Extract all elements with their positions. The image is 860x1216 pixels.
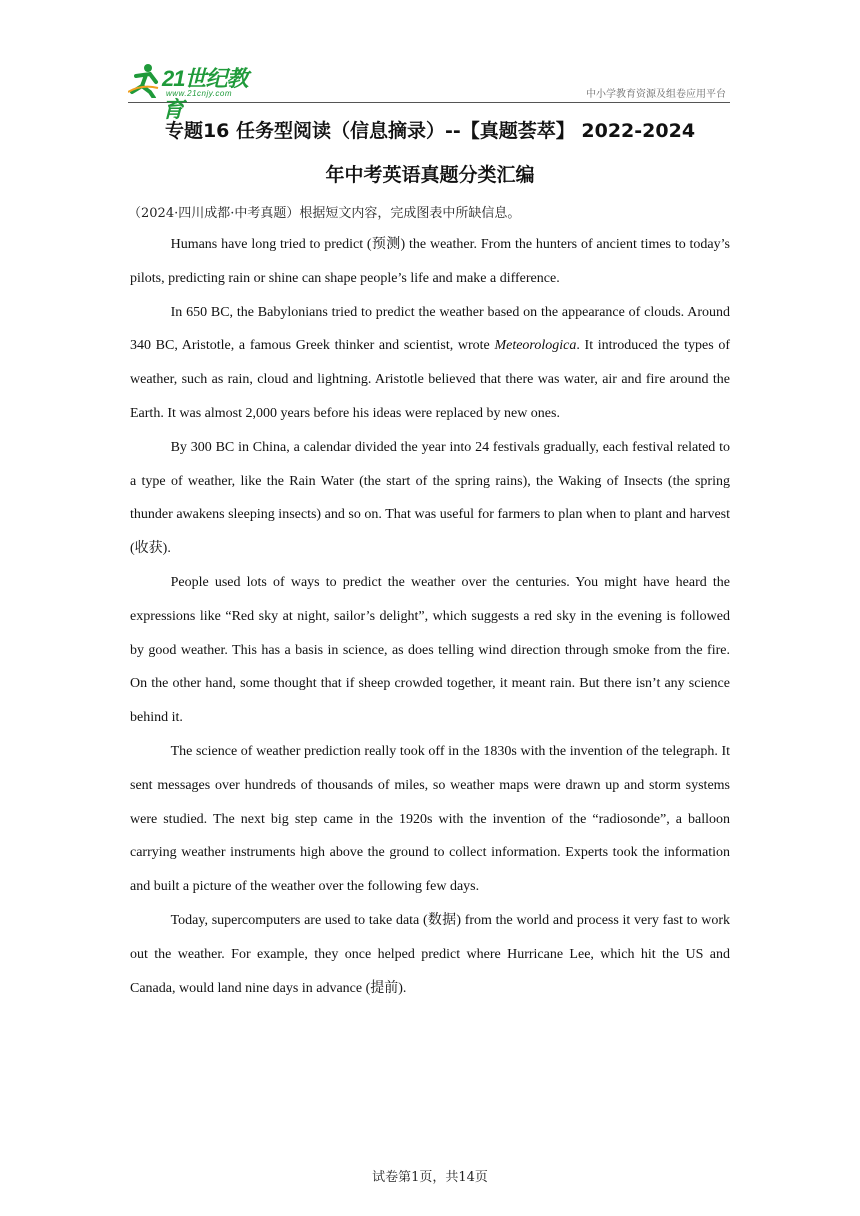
paragraph: In 650 BC, the Babylonians tried to predict the weather based on the appearance of clouds. Around 340 BC, Aristotle, a famous Greek thinker and scientist, wrote Meteorologica. It introduced the types of weather, such as rain, cloud and lightning. Aristotle believed that there was water, air and fire around the Earth. It was almost 2,000 years before his ideas were replaced by new ones. (130, 304, 730, 421)
page-footer: 试卷第1页，共14页 (372, 1170, 488, 1185)
passage (130, 228, 730, 1005)
paragraph: People used lots of ways to predict the weather over the centuries. You might have heard the expressions like “Red sky at night, sailor’s delight”, which suggests a red sky in the evening is followed by good weather. This has a basis in science, as does telling wind direction through smoke from the fire. On the other hand, some thought that if sheep crowded together, it meant rain. But there isn’t any science behind it. (130, 574, 730, 726)
logo-text: 21世纪教育 (162, 66, 248, 122)
page-header (128, 58, 730, 122)
logo-url: www.21cnjy.com (166, 89, 232, 98)
page-title-line1: 专题16 任务型阅读（信息摘录）--【真题荟萃】 2022-2024 (164, 120, 696, 142)
book-title: Meteorologica (494, 338, 577, 354)
paragraph: The science of weather prediction really took off in the 1830s with the invention of the telegraph. It sent messages over hundreds of thousands of miles, so weather maps were drawn up and storm systems were studied. The next big step came in the 1920s with the invention of the “radiosonde”, a balloon carrying weather instruments high above the ground to collect information. Experts took the information and built a picture of the weather over the following few days. (130, 743, 730, 895)
paragraph: Today, supercomputers are used to take data (数据) from the world and process it very fast to work out the weather. For example, they once helped predict where Hurricane Lee, which hit the US and Canada, would land nine days in advance (提前). (130, 912, 730, 996)
paragraph: Humans have long tried to predict (预测) the weather. From the hunters of ancient times to today’s pilots, predicting rain or shine can shape people’s life and make a difference. (130, 237, 730, 286)
page-title-line2: 年中考英语真题分类汇编 (325, 164, 535, 186)
logo (128, 62, 268, 122)
question-source: （2024·四川成都·中考真题）根据短文内容，完成图表中所缺信息。 (128, 206, 521, 221)
paragraph: By 300 BC in China, a calendar divided the year into 24 festivals gradually, each festival related to a type of weather, like the Rain Water (the start of the spring rains), the Waking of Insects (the spring thunder awakens sleeping insects) and so on. That was useful for farmers to plan when to plant and harvest (收获). (130, 439, 730, 557)
platform-name: 中小学教育资源及组卷应用平台 (586, 89, 726, 100)
runner-logo-icon (128, 62, 162, 98)
